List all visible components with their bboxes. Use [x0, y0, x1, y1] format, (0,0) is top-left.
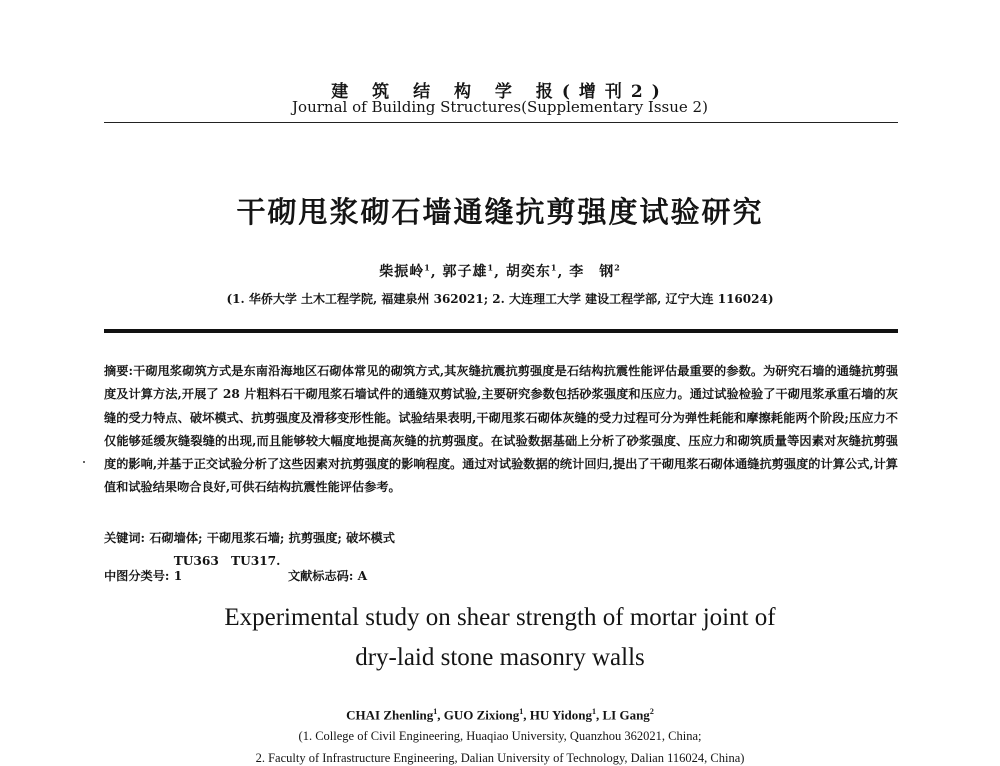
author-cn-2-aff: 1	[487, 262, 495, 273]
author-cn-4-aff: 2	[614, 262, 621, 273]
author-en-2-aff: 1	[519, 707, 524, 716]
abstract-text: 干砌甩浆砌筑方式是东南沿海地区石砌体常见的砌筑方式,其灰缝抗震抗剪强度是石结构抗震性能评估最重要的参数。为研究石墙的通缝抗剪强度及计算方法,开展了 28 片粗料石干砌甩浆石墙试件的通缝双剪试验,主要研究参数包括砂浆强度和压应力。通过试验检验了干砌甩浆承重石墙的灰缝的受力特点、破坏模式、抗剪强度及滑移变形性能。试验结果表明,干砌甩浆石砌体灰缝的受力过程可分为弹性耗能和摩擦耗能两个阶段;压应力不仅能够延缓灰缝裂缝的出现,而且能够较大幅度地提高灰缝的抗剪强度。在试验数据基础上分析了砂浆强度、压应力和砌筑质量等因素对灰缝抗剪强度的影响,并基于正交试验分析了这些因素对抗剪强度的影响程度。通过对试验数据的统计回归,提出了干砌甩浆石砌体通缝抗剪强度的计算公式,计算值和试验结果吻合良好,可供石结构抗震性能评估参考。	[104, 364, 899, 495]
paper-title-en	[0, 598, 1000, 678]
author-cn-1: 柴振岭	[379, 264, 425, 280]
abstract-label: 摘要:	[104, 364, 134, 378]
author-en-4: LI Gang	[602, 707, 650, 723]
author-en-2: GUO Zixiong	[443, 707, 520, 723]
affiliation-en-1: (1. College of Civil Engineering, Huaqiao University, Quanzhou 362021, China;	[298, 729, 702, 743]
classification-line	[104, 552, 898, 584]
clc-label: 中图分类号:	[104, 569, 170, 583]
author-en-3: HU Yidong	[529, 707, 592, 723]
author-en-3-aff: 1	[591, 707, 596, 716]
section-rule	[104, 329, 898, 333]
affiliation-en-2: 2. Faculty of Infrastructure Engineering, Dalian University of Technology, Dalian 116024, China)	[255, 751, 745, 765]
affiliation-cn: (1. 华侨大学 土木工程学院, 福建泉州 362021; 2. 大连理工大学 建设工程学部, 辽宁大连 116024)	[226, 292, 774, 306]
authors-en: CHAI Zhenling$^1$, GUO Zixiong$^1$, HU Yidong$^1$, LI Gang$^2$	[346, 707, 654, 723]
paper-title-en-line1: Experimental study on shear strength of mortar joint of	[224, 604, 776, 631]
paper-title-cn: 干砌甩浆砌石墙通缝抗剪强度试验研究	[236, 195, 764, 229]
keywords-cn	[104, 529, 898, 546]
keywords-text: 石砌墙体; 干砌甩浆石墙; 抗剪强度; 破坏模式	[149, 531, 395, 545]
journal-name-en: Journal of Building Structures(Supplementary Issue 2)	[292, 98, 708, 116]
author-cn-1-aff: 1	[424, 262, 431, 273]
paper-title-en-line2: dry-laid stone masonry walls	[355, 644, 645, 671]
author-en-4-aff: 2	[649, 707, 654, 716]
abstract-cn	[104, 360, 898, 500]
header-rule	[104, 122, 898, 123]
author-cn-2: 郭子雄	[442, 264, 488, 280]
author-cn-3-aff: 1	[550, 262, 558, 273]
doc-code-label: 文献标志码:	[287, 569, 354, 583]
author-cn-4: 李 钢	[569, 264, 615, 280]
author-en-1: CHAI Zhenling	[346, 707, 434, 723]
doc-code-value: A	[357, 569, 368, 583]
journal-name-cn: 建 筑 结 构 学 报(增刊2)	[331, 82, 669, 102]
author-en-1-aff: 1	[433, 707, 438, 716]
margin-dot	[83, 461, 85, 463]
authors-cn: 柴振岭$^1$, 郭子雄$^1$, 胡奕东$^1$, 李 钢$^2$	[379, 262, 621, 280]
clc-value: TU363 TU317. 1	[173, 554, 281, 583]
author-cn-3: 胡奕东	[505, 264, 551, 280]
keywords-label: 关键词:	[104, 531, 146, 545]
